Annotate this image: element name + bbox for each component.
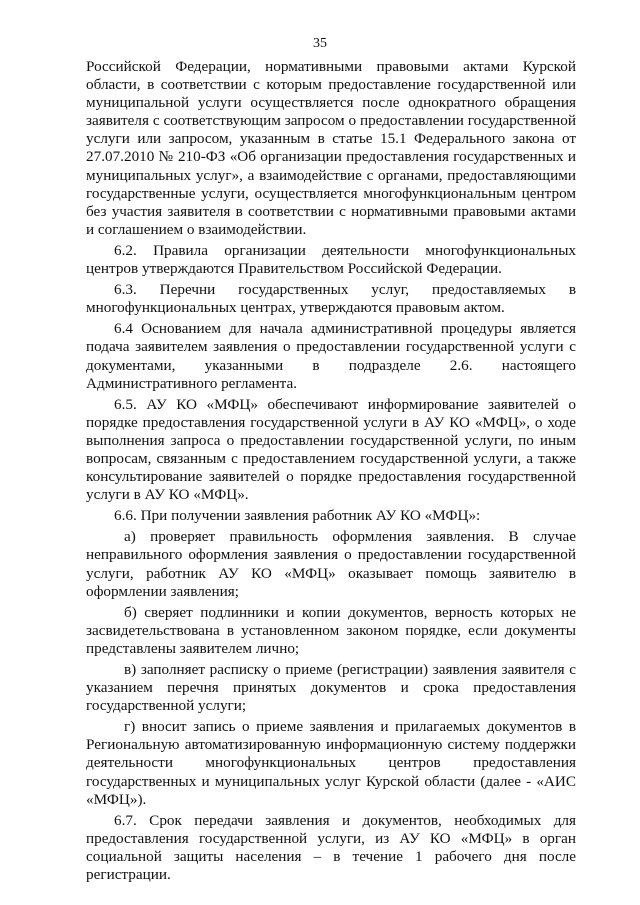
paragraph-6-6: 6.6. При получении заявления работник АУ КО «МФЦ»: bbox=[114, 507, 481, 525]
paragraph-6-4: 6.4 Основанием для начала административной процедуры является подача заявителем заявления о предоставлении государственной услуги с документами, указанными в подразделе 2.6. настоящего Административного регламента. bbox=[86, 320, 576, 392]
list-item-a: а) проверяет правильность оформления заявления. В случае неправильного оформления заявления о предоставлении государственной услуги, работник АУ КО «МФЦ» оказывает помощь заявителю в оформлении заявления; bbox=[86, 528, 576, 600]
paragraph-6-7: 6.7. Срок передачи заявления и документов, необходимых для предоставления государственной услуги, из АУ КО «МФЦ» в орган социальной защиты населения – в течение 1 рабочего дня после регистрации. bbox=[86, 811, 576, 884]
paragraph-continuation: Российской Федерации, нормативными правовыми актами Курской области, в соответствии с которым предоставление государственной или муниципальной услуги осуществляется после однократного обращения заявителя с соответствующим запросом о предоставлении государственной услуги или запросом, указанным в статье 15.1 Федерального закона от 27.07.2010 № 210-ФЗ «Об организации предоставления государственных и муниципальных услуг», а взаимодействие с органами, предоставляющими государственные услуги, осуществляется многофункциональным центром без участия заявителя в соответствии с нормативными правовыми актами и соглашением о взаимодействии. bbox=[86, 58, 576, 238]
document-body bbox=[86, 58, 576, 887]
paragraph-6-2: 6.2. Правила организации деятельности многофункциональных центров утверждаются Правительством Российской Федерации. bbox=[86, 241, 576, 278]
paragraph-6-5: 6.5. АУ КО «МФЦ» обеспечивают информирование заявителей о порядке предоставления государственной услуги в АУ КО «МФЦ», о ходе выполнения запроса о предоставлении государственной услуги, по иным вопросам, связанным с предоставлением государственной услуги, а также консультирование заявителей о порядке предоставления государственной услуги в АУ КО «МФЦ». bbox=[86, 395, 576, 504]
list-item-v: в) заполняет расписку о приеме (регистрации) заявления заявителя с указанием перечня принятых документов и срока предоставления государственной услуги; bbox=[86, 661, 576, 715]
paragraph-6-3: 6.3. Перечни государственных услуг, предоставляемых в многофункциональных центрах, утверждаются правовым актом. bbox=[86, 281, 576, 317]
list-item-g: г) вносит запись о приеме заявления и прилагаемых документов в Региональную автоматизированную информационную систему поддержки деятельности многофункциональных центров предоставления государственных и муниципальных услуг Курской области (далее - «АИС «МФЦ»). bbox=[86, 718, 576, 808]
list-item-b: б) сверяет подлинники и копии документов, верность которых не засвидетельствована в установленном законом порядке, если документы представлены заявителем лично; bbox=[86, 603, 576, 657]
page-number: 35 bbox=[313, 36, 327, 51]
